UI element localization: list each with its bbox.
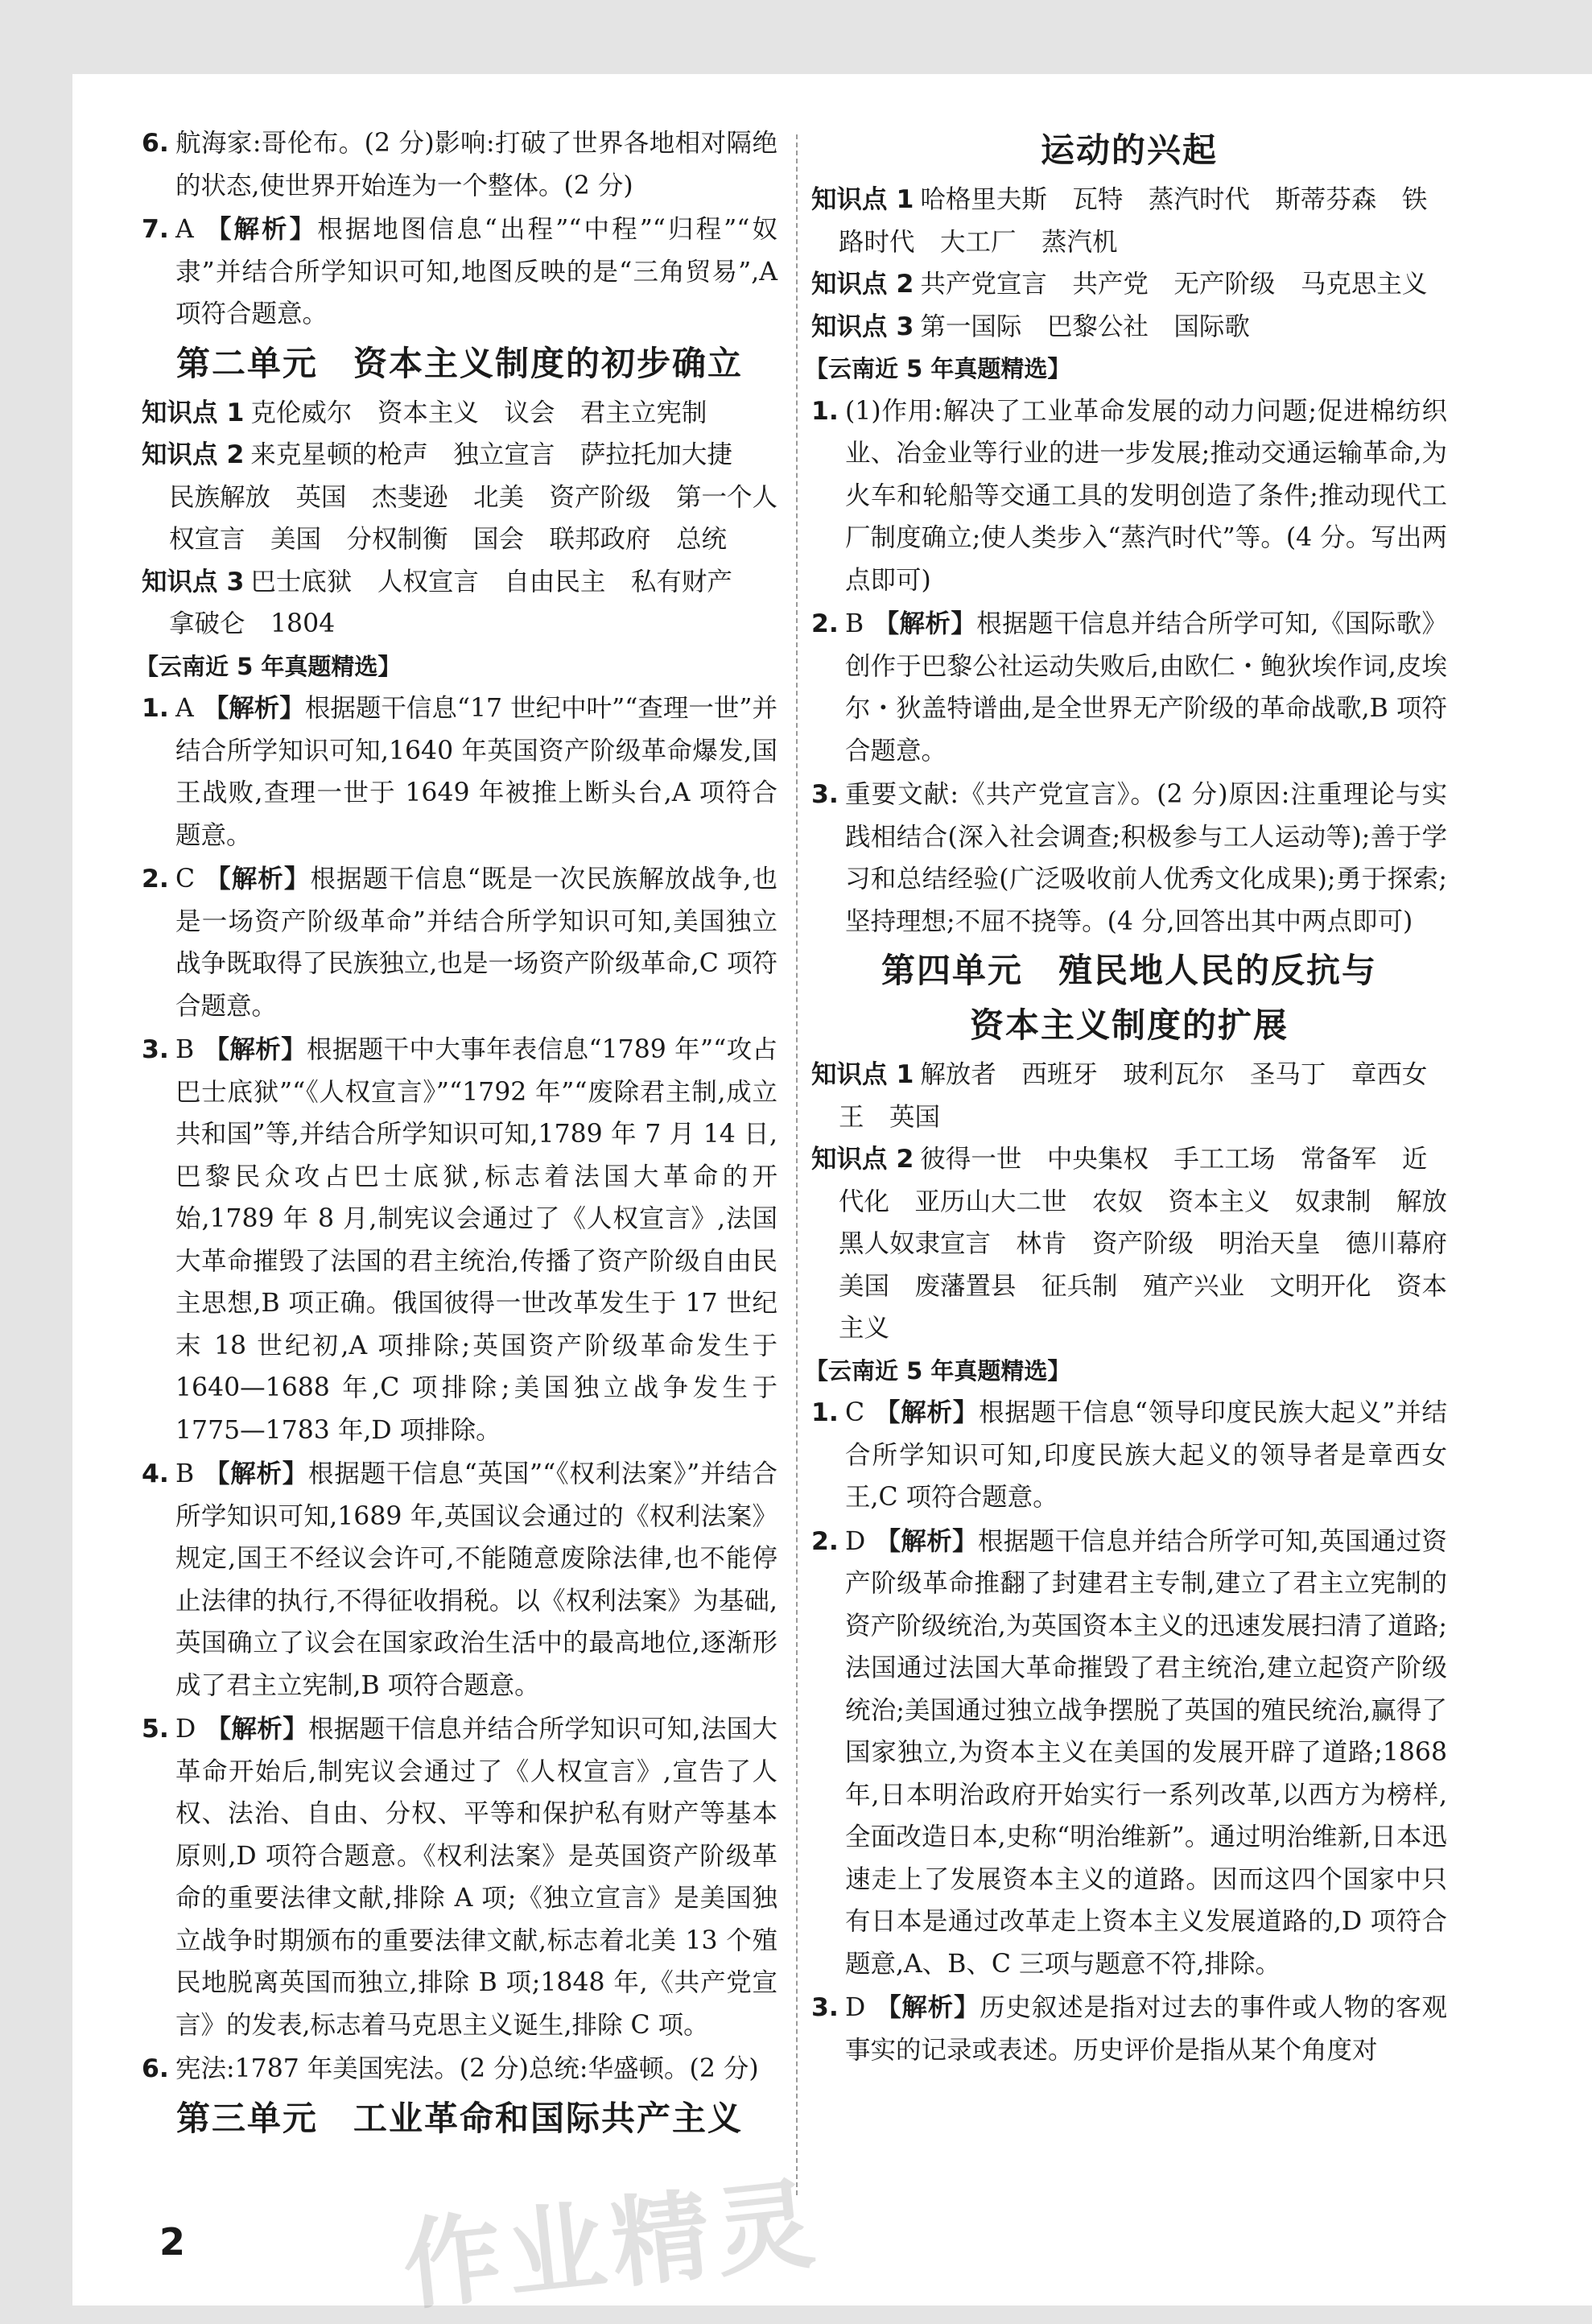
knowledge-point-1 (811, 179, 1447, 263)
analysis-tag: 【解析】 (204, 1459, 308, 1488)
unit-2-question-5 (142, 1708, 777, 2046)
left-column (135, 122, 778, 2147)
unit-2-question-4 (142, 1453, 777, 1707)
analysis-text: 历史叙述是指对过去的事件或人物的客观事实的记录或表述。历史评价是指从某个角度对 (845, 1993, 1447, 2065)
knowledge-point-1 (142, 392, 777, 435)
unit-3-title-part-2: 运动的兴起 (1040, 130, 1218, 170)
answer-text: (1)作用:解决了工业革命发展的动力问题;促进棉纺织业、冶金业等行业的进一步发展;推动交通运输革命,为火车和轮船等交通工具的发明创造了条件;推动现代工厂制度确立;使人类步入“蒸汽时代”等。(4 分。写出两点即可) (845, 396, 1447, 595)
analysis-text: 根据题干信息“17 世纪中叶”“查理一世”并结合所学知识可知,1640 年英国资产阶级革命爆发,国王战败,查理一世于 1649 年被推上断头台,A 项符合题意。 (175, 694, 777, 850)
question-number: 3. (142, 1035, 169, 1064)
knowledge-point-2 (811, 263, 1447, 306)
knowledge-point-label: 知识点 2 (142, 440, 245, 469)
analysis-text: 根据题干信息“既是一次民族解放战争,也是一场资产阶级革命”并结合所学知识可知,美国独立战争既取得了民族独立,也是一场资产阶级革命,C 项符合题意。 (175, 865, 777, 1021)
knowledge-point-2 (142, 434, 777, 561)
question-number: 4. (142, 1459, 169, 1488)
intro-question-7 (142, 208, 777, 336)
answer-text: 重要文献:《共产党宣言》。(2 分)原因:注重理论与实践相结合(深入社会调查;积极参与工人运动等);善于学习和总结经验(广泛吸收前人优秀文化成果);勇于探索;坚持理想;不屈不挠等。(4 分,回答出其中两点即可) (845, 780, 1447, 936)
unit-3-question-1 (811, 390, 1447, 602)
question-number: 2. (811, 609, 839, 638)
analysis-text: 根据题干信息并结合所学知识可知,法国大革命开始后,制宪议会通过了《人权宣言》,宣告了人权、法治、自由、分权、平等和保护私有财产等基本原则,D 项符合题意。《权利法案》是英国资产阶级革命的重要法律文献,排除 A 项;《独立宣言》是美国独立战争时期颁布的重要法律文献,标志着北美 13 个殖民地脱离英国而独立,排除 B 项;1848 年,《共产党宣言》的发表,标志着马克思主义诞生,排除 C 项。 (175, 1715, 777, 2040)
answer-page (72, 74, 1592, 2324)
unit-4-question-3 (811, 1987, 1447, 2071)
analysis-tag: 【解析】 (875, 1993, 980, 2022)
question-number: 2. (142, 865, 169, 894)
knowledge-point-terms: 哈格里夫斯 瓦特 蒸汽时代 斯蒂芬森 铁路时代 大工厂 蒸汽机 (839, 185, 1428, 257)
unit-2-question-2 (142, 858, 777, 1027)
answer-text: 航海家:哥伦布。(2 分)影响:打破了世界各地相对隔绝的状态,使世界开始连为一个整体。(2 分) (175, 129, 777, 200)
answer-choice: C (175, 865, 196, 894)
analysis-tag: 【解析】 (203, 694, 305, 723)
knowledge-point-label: 知识点 1 (811, 1060, 914, 1089)
question-number: 3. (811, 780, 839, 809)
knowledge-point-terms: 来克星顿的枪声 独立宣言 萨拉托加大捷 民族解放 英国 杰斐逊 北美 资产阶级 第一个人权宣言 美国 分权制衡 国会 联邦政府 总统 (169, 440, 778, 554)
analysis-tag: 【解析】 (873, 609, 977, 638)
unit-4-question-1 (811, 1392, 1447, 1519)
knowledge-point-label: 知识点 1 (811, 185, 914, 214)
knowledge-point-label: 知识点 3 (142, 567, 245, 596)
question-number: 7. (142, 215, 169, 244)
unit-4-title-line-2: 资本主义制度的扩展 (969, 1005, 1289, 1045)
answer-choice: B (845, 609, 864, 638)
analysis-text: 根据题干信息“领导印度民族大起义”并结合所学知识可知,印度民族大起义的领导者是章西女王,C 项符合题意。 (845, 1398, 1447, 1512)
unit-2-title: 第二单元 资本主义制度的初步确立 (175, 343, 743, 383)
answer-choice: D (175, 1715, 196, 1744)
analysis-text: 根据题干信息“英国”“《权利法案》”并结合所学知识可知,1689 年,英国议会通过的《权利法案》规定,国王不经议会许可,不能随意废除法律,也不能停止法律的执行,不得征收捐税。以《权利法案》为基础,英国确立了议会在国家政治生活中的最高地位,逐渐形成了君主立宪制,B 项符合题意。 (175, 1459, 777, 1700)
analysis-tag: 【解析】 (204, 1035, 307, 1064)
section-heading: 【云南近 5 年真题精选】 (135, 652, 402, 680)
knowledge-point-terms: 彼得一世 中央集权 手工工场 常备军 近代化 亚历山大二世 农奴 资本主义 奴隶制 解放黑人奴隶宣言 林肯 资产阶级 明治天皇 德川幕府 美国 废藩置县 征兵制 殖产兴业 文明开化 资本主义 (839, 1145, 1473, 1343)
section-heading: 【云南近 5 年真题精选】 (805, 1356, 1071, 1385)
analysis-tag: 【解析】 (875, 1526, 978, 1556)
column-divider (796, 134, 798, 2195)
unit-3-question-3 (811, 774, 1447, 943)
analysis-tag: 【解析】 (205, 1715, 308, 1744)
knowledge-point-terms: 第一国际 巴黎公社 国际歌 (920, 312, 1250, 341)
answer-choice: B (175, 1459, 195, 1488)
unit-4-title-line-1: 第四单元 殖民地人民的反抗与 (881, 951, 1377, 990)
question-number: 1. (811, 396, 839, 426)
analysis-tag: 【解析】 (874, 1398, 980, 1427)
analysis-text: 根据题干信息并结合所学可知,《国际歌》创作于巴黎公社运动失败后,由欧仁・鲍狄埃作词,皮埃尔・狄盖特谱曲,是全世界无产阶级的革命战歌,B 项符合题意。 (845, 609, 1447, 766)
question-number: 2. (811, 1526, 839, 1556)
unit-2-question-3 (142, 1029, 777, 1451)
unit-2-question-6 (142, 2048, 777, 2091)
knowledge-point-label: 知识点 3 (811, 312, 914, 341)
answer-choice: C (845, 1398, 865, 1427)
answer-text: 宪法:1787 年美国宪法。(2 分)总统:华盛顿。(2 分) (175, 2054, 759, 2083)
question-number: 3. (811, 1993, 839, 2022)
knowledge-point-3 (142, 561, 777, 646)
unit-3-title-part-1: 第三单元 工业革命和国际共产主义 (175, 2098, 743, 2138)
answer-choice: D (845, 1993, 866, 2022)
knowledge-point-label: 知识点 2 (811, 270, 914, 299)
question-number: 6. (142, 129, 169, 158)
answer-choice: A (175, 694, 194, 723)
analysis-tag: 【解析】 (204, 865, 311, 894)
knowledge-point-terms: 克伦威尔 资本主义 议会 君主立宪制 (250, 398, 707, 427)
section-heading: 【云南近 5 年真题精选】 (805, 355, 1071, 382)
question-number: 1. (142, 694, 169, 723)
knowledge-point-2 (811, 1138, 1473, 1350)
page-number: 2 (159, 2220, 186, 2264)
question-number: 1. (811, 1398, 839, 1427)
question-number: 6. (142, 2054, 169, 2083)
answer-choice: D (845, 1526, 866, 1556)
answer-choice: B (175, 1035, 195, 1064)
knowledge-point-label: 知识点 1 (142, 398, 245, 427)
unit-4-question-2 (811, 1521, 1447, 1986)
analysis-text: 根据地图信息“出程”“中程”“归程”“奴隶”并结合所学知识可知,地图反映的是“三角贸易”,A 项符合题意。 (175, 215, 777, 328)
intro-question-6 (142, 122, 777, 207)
knowledge-point-terms: 巴士底狱 人权宣言 自由民主 私有财产 拿破仑 1804 (169, 567, 758, 638)
knowledge-point-label: 知识点 2 (811, 1145, 914, 1174)
question-number: 5. (142, 1715, 169, 1744)
unit-3-question-2 (811, 603, 1447, 772)
watermark: 作业精灵 (398, 2166, 826, 2324)
analysis-text: 根据题干信息并结合所学可知,英国通过资产阶级革命推翻了封建君主专制,建立了君主立宪制的资产阶级统治,为英国资本主义的迅速发展扫清了道路;法国通过法国大革命摧毁了君主统治,建立起资产阶级统治;美国通过独立战争摆脱了英国的殖民统治,赢得了国家独立,为资本主义在美国的发展开辟了道路;1868 年,日本明治政府开始实行一系列改革,以西方为榜样,全面改造日本,史称“明治维新”。通过明治维新,日本迅速走上了发展资本主义的道路。因而这四个国家中只有日本是通过改革走上资本主义发展道路的,D 项符合题意,A、B、C 三项与题意不符,排除。 (845, 1526, 1447, 1979)
knowledge-point-1 (811, 1054, 1447, 1138)
analysis-tag: 【解析】 (203, 215, 318, 244)
knowledge-point-terms: 解放者 西班牙 玻利瓦尔 圣马丁 章西女王 英国 (839, 1060, 1428, 1132)
analysis-text: 根据题干中大事年表信息“1789 年”“攻占巴士底狱”“《人权宣言》”“1792 年”“废除君主制,成立共和国”等,并结合所学知识可知,1789 年 7 月 14 日,巴黎民众攻占巴士底狱,标志着法国大革命的开始,1789 年 8 月,制宪议会通过了《人权宣言》,法国大革命摧毁了法国的君主统治,传播了资产阶级自由民主思想,B 项正确。俄国彼得一世改革发生于 17 世纪末 18 世纪初,A 项排除;英国资产阶级革命发生于 1640—1688 年,C 项排除;美国独立战争发生于 1775—1783 年,D 项排除。 (175, 1035, 777, 1445)
knowledge-point-terms: 共产党宣言 共产党 无产阶级 马克思主义 (920, 270, 1428, 299)
right-column (805, 122, 1473, 2073)
knowledge-point-3 (811, 306, 1447, 349)
answer-choice: A (175, 215, 194, 244)
unit-2-question-1 (142, 687, 777, 857)
